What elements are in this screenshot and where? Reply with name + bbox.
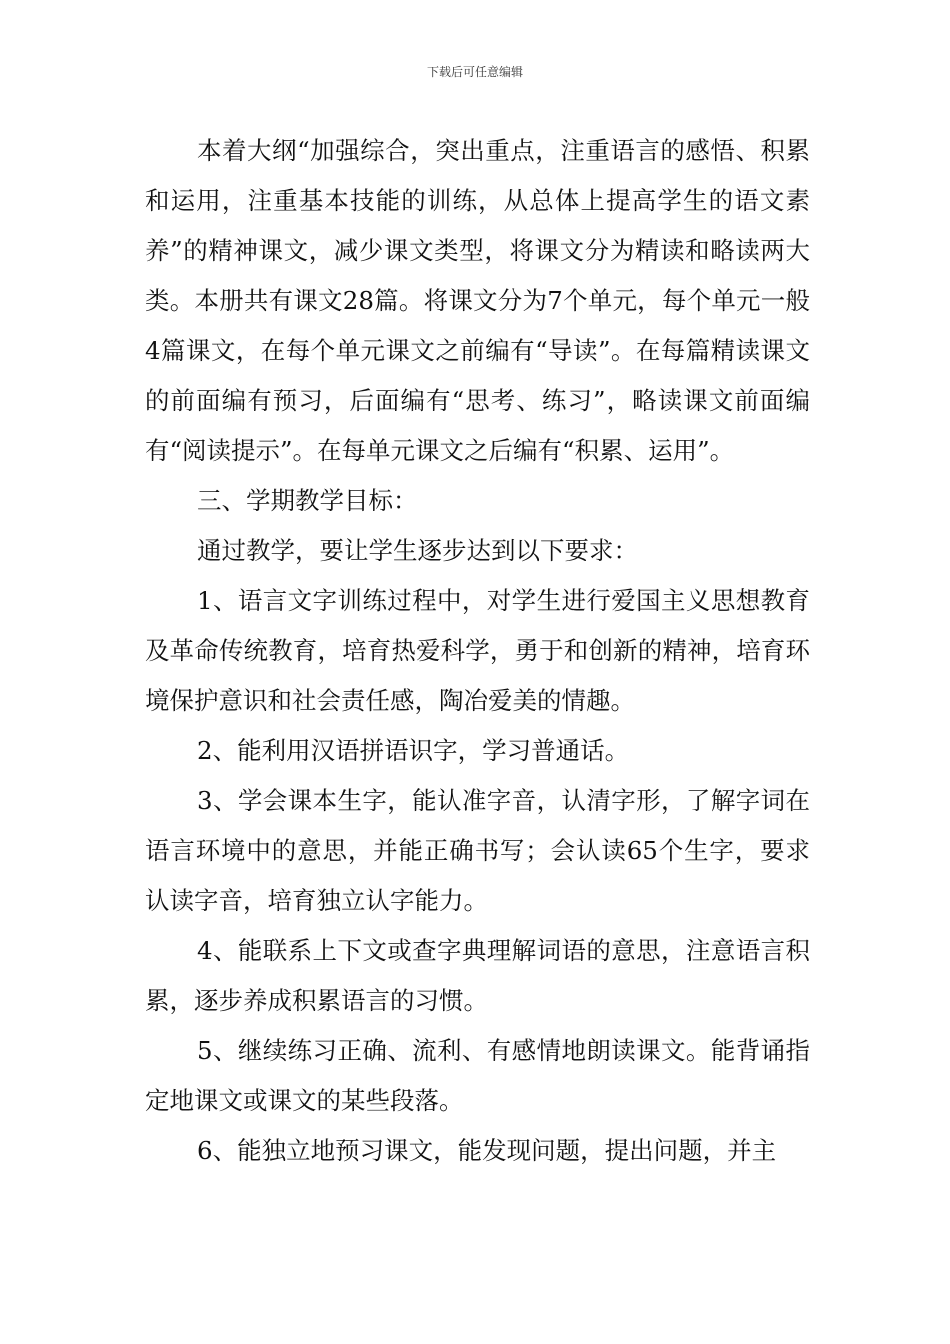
goal-item-5: 5、继续练习正确、流利、有感情地朗读课文。能背诵指定地课文或课文的某些段落。 [145,1036,810,1115]
goal-item-2: 2、能利用汉语拼语识字，学习普通话。 [197,736,630,765]
paragraph-goals-intro: 通过教学，要让学生逐步达到以下要求： [197,536,638,565]
page-header-note: 下载后可任意编辑 [426,65,523,79]
document-body [145,126,810,1176]
section-heading-semester-goals: 三、学期教学目标： [197,486,418,515]
goal-item-3: 3、学会课本生字，能认准字音，认清字形，了解字词在语言环境中的意思，并能正确书写；会认读65个生字，要求认读字音，培育独立认字能力。 [145,786,810,915]
goal-item-1: 1、语言文字训练过程中，对学生进行爱国主义思想教育及革命传统教育，培育热爱科学，勇于和创新的精神，培育环境保护意识和社会责任感，陶冶爱美的情趣。 [145,586,810,715]
paragraph-textbook-overview: 本着大纲“加强综合，突出重点，注重语言的感悟、积累和运用，注重基本技能的训练，从总体上提高学生的语文素养”的精神课文，减少课文类型，将课文分为精读和略读两大类。本册共有课文28篇。将课文分为7个单元，每个单元一般4篇课文，在每个单元课文之前编有“导读”。在每篇精读课文的前面编有预习，后面编有“思考、练习”，略读课文前面编有“阅读提示”。在每单元课文之后编有“积累、运用”。 [145,136,810,465]
goal-item-6: 6、能独立地预习课文，能发现问题，提出问题，并主 [197,1136,777,1165]
goal-item-4: 4、能联系上下文或查字典理解词语的意思，注意语言积累，逐步养成积累语言的习惯。 [145,936,810,1015]
